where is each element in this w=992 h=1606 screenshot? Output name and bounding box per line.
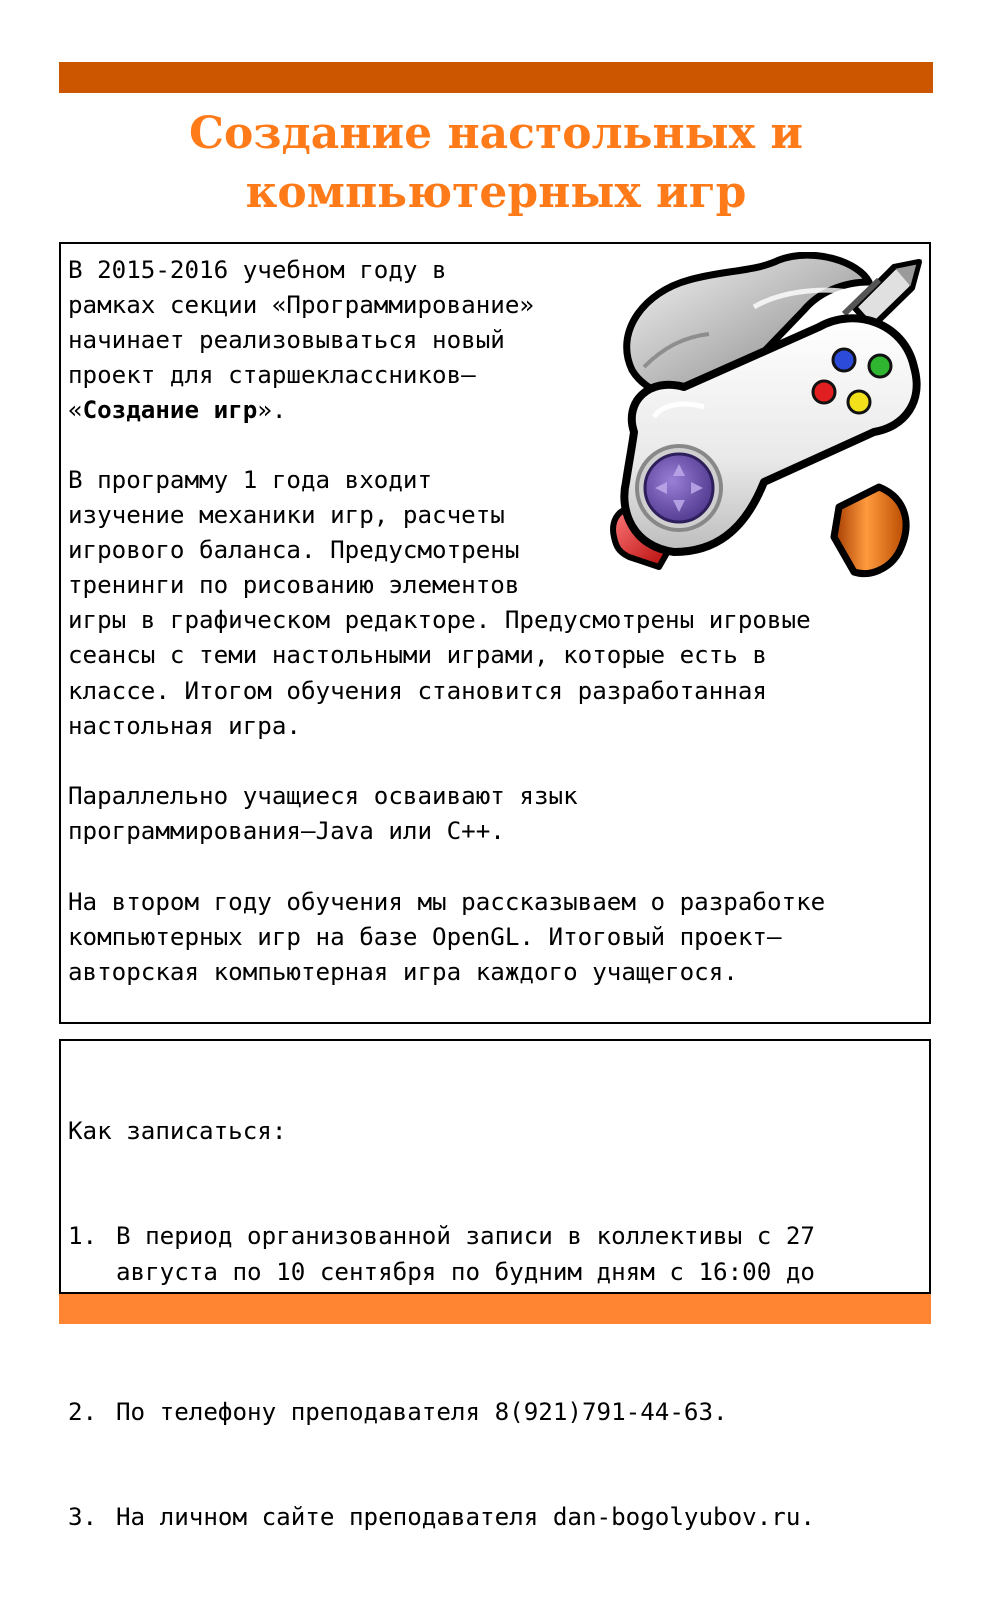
list-item-line: В период организованной записи в коллективы с 27 (116, 1222, 815, 1251)
bottom-accent-bar (59, 1294, 931, 1324)
intro-line: рамках секции «Программирование» (68, 291, 534, 320)
program-line: игрового баланса. Предусмотрены (68, 536, 520, 565)
signup-box (59, 1039, 931, 1532)
page-title (59, 104, 933, 222)
signup-heading: Как записаться: (68, 1117, 287, 1146)
title-line-2: компьютерных игр (245, 167, 747, 218)
list-number: 2. (68, 1397, 98, 1426)
list-item-line: По телефону преподавателя 8(921)791-44-63. (116, 1397, 728, 1426)
game-development-icon (604, 252, 930, 584)
intro-line: В 2015-2016 учебном году в (68, 256, 447, 284)
intro-line: начинает реализовываться новый (68, 326, 505, 355)
list-number: 3. (68, 1503, 98, 1532)
language-paragraph (68, 779, 578, 849)
second-year-line: компьютерных игр на базе OpenGL. Итоговый проект— (68, 923, 782, 952)
list-item (68, 1500, 815, 1535)
top-accent-bar (59, 62, 933, 93)
intro-paragraph (68, 253, 534, 428)
course-name: Создание игр (82, 396, 258, 425)
intro-line: «Создание игр». (68, 396, 287, 425)
list-item (68, 1395, 815, 1430)
description-box (59, 242, 931, 1024)
list-number: 1. (68, 1222, 98, 1251)
program-line: сеансы с теми настольными играми, которые есть в (68, 641, 767, 670)
list-item-line: августа по 10 сентября по будним дням с 16:00 до (116, 1257, 815, 1286)
second-year-paragraph (68, 885, 825, 990)
title-line-1: Создание настольных и (189, 108, 803, 159)
program-line: изучение механики игр, расчеты (68, 501, 505, 530)
second-year-line: На втором году обучения мы рассказываем о разработке (68, 888, 826, 916)
program-line: настольная игра. (68, 711, 301, 740)
signup-list (68, 1044, 815, 1606)
list-item-line: На личном сайте преподавателя dan-bogolyubov.ru. (116, 1503, 815, 1532)
program-line: игры в графическом редакторе. Предусмотрены игровые (68, 606, 811, 635)
program-line: классе. Итогом обучения становится разработанная (68, 676, 767, 705)
language-line: Параллельно учащиеся осваивают язык (68, 782, 578, 810)
language-line: программирования—Java или C++. (68, 817, 505, 846)
program-line: тренинги по рисованию элементов (68, 571, 520, 600)
second-year-line: авторская компьютерная игра каждого учащегося. (68, 958, 738, 987)
program-line: В программу 1 года входит (68, 466, 433, 494)
intro-line: проект для старшеклассников— (68, 361, 476, 390)
